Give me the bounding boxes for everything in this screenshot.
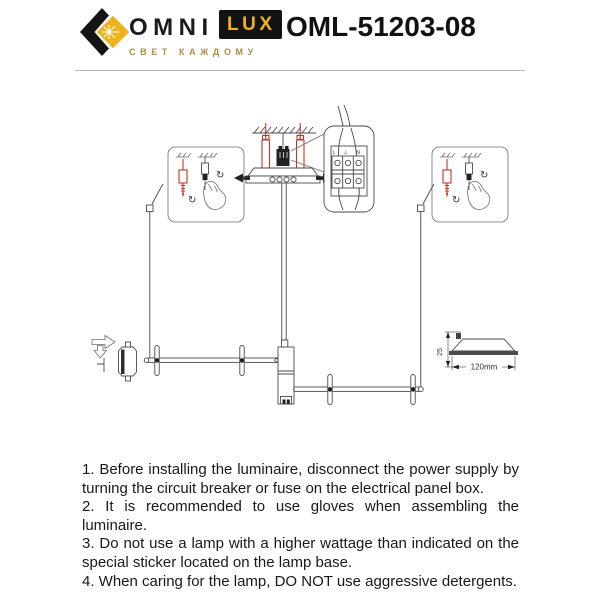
mount-bracket-left bbox=[262, 140, 270, 168]
center-hub bbox=[278, 347, 294, 404]
canopy-height-label: 25 bbox=[437, 348, 444, 356]
rotate-arrow-icon: ↻ bbox=[216, 170, 225, 181]
anchor-screw-icon bbox=[179, 159, 187, 198]
canopy-width-label: 120mm bbox=[470, 362, 498, 372]
hand-icon bbox=[204, 181, 226, 209]
luminaire-frame bbox=[144, 340, 423, 405]
terminal-labels: L ⊥ N bbox=[332, 150, 364, 156]
rotate-arrow-icon: ↻ bbox=[188, 195, 197, 206]
terminal-block bbox=[277, 149, 290, 166]
canopy bbox=[248, 168, 318, 176]
suspension-cable-right bbox=[418, 184, 435, 387]
upper-arm bbox=[148, 358, 278, 362]
lower-arm bbox=[294, 387, 419, 391]
center-rod bbox=[282, 183, 286, 340]
pin-icon bbox=[97, 358, 104, 372]
cable-lock bbox=[203, 174, 208, 180]
mount-bracket-right bbox=[297, 140, 305, 168]
instruction-item: 2. It is recommended to use gloves when assembling the luminaire. bbox=[82, 498, 519, 534]
left-adjust-detail bbox=[168, 147, 244, 222]
instruction-item: 3. Do not use a lamp with a higher wattage than indicated on the special sticker located on the lamp base. bbox=[82, 535, 519, 571]
right-adjust-detail bbox=[432, 147, 508, 222]
lamp-tube-detail bbox=[92, 336, 137, 382]
brand-lux: LUX bbox=[219, 10, 282, 39]
ceiling-mount-detail bbox=[234, 123, 332, 340]
suspension-cable-left bbox=[147, 184, 164, 358]
model-number: OML-51203-08 bbox=[286, 11, 476, 42]
instructions bbox=[82, 461, 519, 591]
brand-tagline: СВЕТ КАЖДОМУ bbox=[129, 47, 258, 57]
insert-arrow-icon bbox=[92, 336, 115, 349]
brand-omni: OMNI bbox=[129, 14, 214, 41]
instruction-item: 4. When caring for the lamp, DO NOT use aggressive detergents. bbox=[82, 572, 517, 590]
canopy-dimension-drawing bbox=[437, 332, 518, 372]
instruction-item: 1. Before installing the luminaire, disconnect the power supply by turning the circuit breaker or fuse on the electrical panel box. bbox=[82, 461, 519, 497]
